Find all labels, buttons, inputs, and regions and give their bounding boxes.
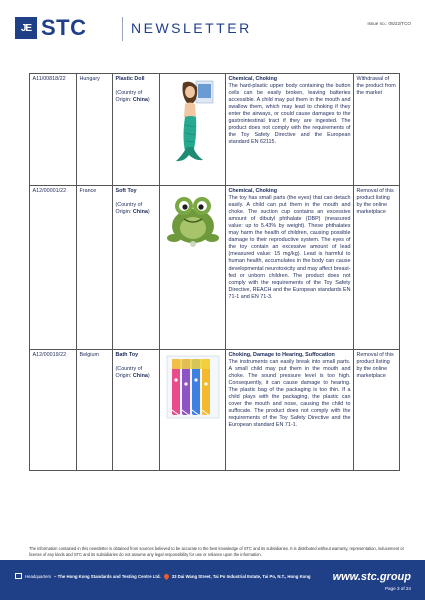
table-row	[30, 350, 400, 471]
country-cell	[77, 350, 113, 471]
page-header	[0, 0, 425, 52]
risk-cell	[226, 186, 354, 350]
origin-close: )	[147, 209, 150, 216]
ref-cell	[30, 74, 77, 186]
ref-cell	[30, 186, 77, 350]
product-cell	[113, 186, 160, 350]
risk-description: The instruments can easily break into small parts. A small child may put them in the mouth and choke. The sound pressure level is too high. Consequently, it can cause damage to hearing. The plastic bag of the packaging is too thin. If a child plays with the packaging, the plastic can cover the mouth and nose, causing the child to suffocate. The product does not comply with the requirements of the Toy Safety Directive and the European standard EN 71-1.	[228, 359, 351, 429]
measure-cell	[354, 74, 400, 186]
image-cell	[160, 186, 226, 350]
ref-number: A12/00001/22	[32, 188, 67, 194]
building-icon	[15, 573, 22, 579]
origin-value: China	[132, 97, 148, 104]
stc-logo-text: STC	[41, 15, 87, 40]
table-row	[30, 74, 400, 186]
risk-title: Chemical, Choking	[228, 188, 278, 194]
origin	[116, 90, 157, 104]
risk-description: The toy has small parts (the eyes) that can detach easily. A child can put them in the mouth and choke. The suction cup contains an excessive amount of dibutyl phthalate (DBP) (measured value: up to 5.43% by weight). These phthalates may harm the health of children, causing possible damage to their reproductive system. The eyes of the toy contain an excessive amount of lead (measured value: 15 mg/kg). Lead is harmful to human health, accumulates in the body can cause developmental neurotoxicity and may affect breast-fed or unborn children. The product does not comply with the requirements of the Toy Safety Directive, REACH and the European standards EN 71-1 and EN 71-3.	[228, 195, 351, 300]
risk-cell	[226, 350, 354, 471]
measure: Removal of this product listing by the online marketplace	[356, 352, 394, 380]
ref-number: A11/00818/22	[32, 76, 66, 82]
stc-logo-mark: JE	[15, 17, 37, 39]
soft-toy-image	[164, 192, 222, 248]
ref-cell	[30, 350, 77, 471]
origin-value: China	[132, 209, 148, 216]
origin-label: (Country of Origin:	[115, 366, 143, 380]
product-cell	[113, 350, 160, 471]
stc-logo	[15, 17, 87, 39]
country: France	[79, 188, 97, 194]
risk-title: Chemical, Choking	[228, 76, 278, 82]
product-name: Soft Toy	[115, 188, 137, 194]
hq-name: – The Hong Kong Standards and Testing Centre Ltd.	[54, 573, 161, 579]
ref-number: A12/00019/22	[32, 352, 67, 358]
disclaimer: The information contained in this newsletter is obtained from sources believed to be accurate to the best knowledge of STC and its subsidiaries. It is distributed without warranty, representation, inducement or license of any kinds and STC and its subsidiaries do not assume any legal responsibility for use or reliance upon the information.	[29, 546, 404, 557]
website-link[interactable]: www.stc.group	[332, 571, 411, 583]
origin-value: China	[132, 373, 148, 380]
product-name: Plastic Doll	[115, 76, 145, 82]
header-divider	[122, 17, 123, 41]
footer-bar	[0, 560, 425, 600]
risk-cell	[226, 74, 354, 186]
origin-label: (Country of Origin:	[115, 90, 143, 104]
measure: Withdrawal of the product from the market	[356, 76, 396, 97]
table-row	[30, 186, 400, 350]
hq-address: 33 Dai Wang Street, Tai Po Industrial Estate, Tai Po, N.T., Hong Kong	[171, 573, 311, 579]
risk-title: Choking, Damage to Hearing, Suffocation	[228, 352, 335, 358]
risk-description: The hard-plastic upper body containing the button cells can be easily broken, leaving batteries accessible. A child may put them in the mouth and swallow them, which may lead to choking if they enter the airways, or could cause damages to the gastrointestinal tract if they are ingested. The product does not comply with the requirements of the Toy Safety Directive and the European standard EN 62115.	[228, 83, 351, 146]
origin-label: (Country of Origin:	[115, 202, 143, 216]
bath-toy-image	[164, 354, 222, 420]
country-cell	[77, 186, 113, 350]
footer-contact	[15, 573, 314, 579]
product-recall-table	[29, 73, 400, 471]
plastic-doll-image	[167, 77, 219, 165]
country: Hungary	[79, 76, 100, 82]
origin	[116, 202, 157, 216]
image-cell	[160, 350, 226, 471]
image-cell	[160, 74, 226, 186]
country-cell	[77, 74, 113, 186]
country: Belgium	[79, 352, 99, 358]
measure-cell	[354, 186, 400, 350]
origin-close: )	[147, 373, 150, 380]
hq-label: Headquarters	[25, 573, 52, 579]
product-cell	[113, 74, 160, 186]
location-pin-icon	[163, 572, 170, 579]
origin	[116, 366, 157, 380]
measure-cell	[354, 350, 400, 471]
issue-number: Issue no.: 05/22/TCO	[367, 21, 411, 26]
origin-close: )	[147, 97, 150, 104]
page-number: Page 3 of 24	[384, 586, 411, 591]
newsletter-title: NEWSLETTER	[131, 20, 252, 36]
product-name: Bath Toy	[115, 352, 139, 358]
measure: Removal of this product listing by the online marketplace	[356, 188, 394, 216]
